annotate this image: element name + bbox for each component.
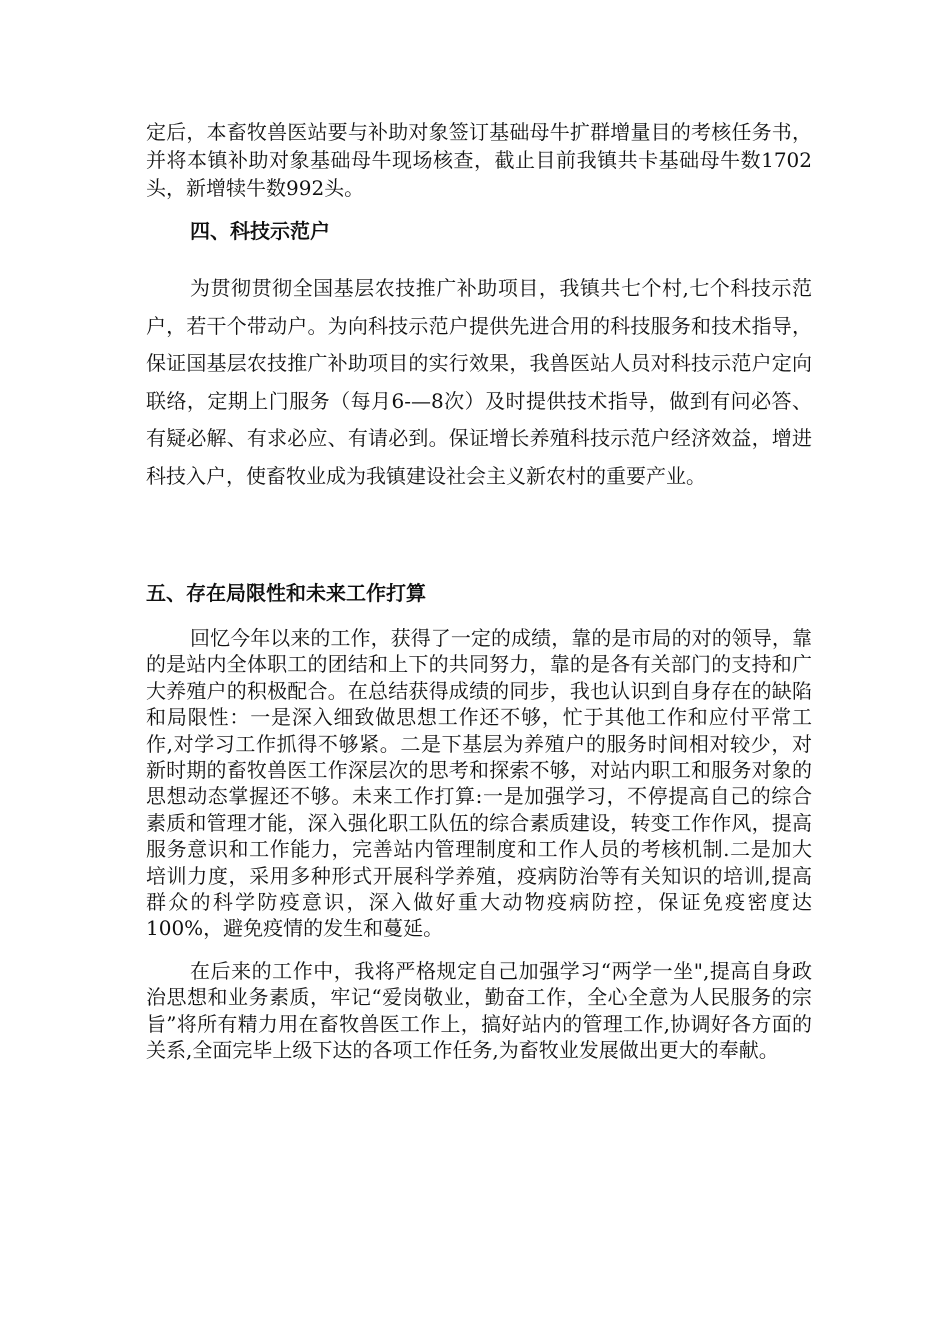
future-work-paragraph: 在后来的工作中，我将严格规定自己加强学习“两学一坐",提高自身政治思想和业务素质，牢记“爱岗敬业，勤奋工作，全心全意为人民服务的宗旨”将所有精力用在畜牧兽医工作上，搞好站内的管理工作,协调好各方面的关系,全面完毕上级下达的各项工作任务,为畜牧业发展做出更大的奉献。 xyxy=(146,959,812,1063)
intro-paragraph: 定后，本畜牧兽医站要与补助对象签订基础母牛扩群增量目的考核任务书，并将本镇补助对象基础母牛现场核查，截止目前我镇共卡基础母牛数1702头，新增犊牛数992头。 xyxy=(146,120,812,200)
limitations-plans-paragraph: 回忆今年以来的工作，获得了一定的成绩，靠的是市局的对的领导，靠的是站内全体职工的团结和上下的共同努力，靠的是各有关部门的支持和广大养殖户的积极配合。在总结获得成绩的同步，我也认识到自身存在的缺陷和局限性：一是深入细致做思想工作还不够，忙于其他工作和应付平常工作,对学习工作抓得不够紧。二是下基层为养殖户的服务时间相对较少，对新时期的畜牧兽医工作深层次的思考和探索不够，对站内职工和服务对象的思想动态掌握还不够。未来工作打算:一是加强学习，不停提高自己的综合素质和管理才能，深入强化职工队伍的综合素质建设，转变工作作风，提高服务意识和工作能力，完善站内管理制度和工作人员的考核机制.二是加大培训力度，采用多种形式开展科学养殖，疫病防治等有关知识的培训,提高群众的科学防疫意识，深入做好重大动物疫病防控，保证免疫密度达100%，避免疫情的发生和蔓延。 xyxy=(146,626,812,941)
section-heading-limitations-plans: 五、存在局限性和未来工作打算 xyxy=(146,581,426,605)
demonstration-households-paragraph: 为贯彻贯彻全国基层农技推广补助项目，我镇共七个村,七个科技示范户，若干个带动户。为向科技示范户提供先进合用的科技服务和技术指导，保证国基层农技推广补助项目的实行效果，我兽医站人员对科技示范户定向联络，定期上门服务（每月6-—8次）及时提供技术指导，做到有问必答、有疑必解、有求必应、有请必到。保证增长养殖科技示范户经济效益，增进科技入户，使畜牧业成为我镇建设社会主义新农村的重要产业。 xyxy=(146,276,812,488)
section-heading-demonstration-households: 四、科技示范户 xyxy=(190,219,330,243)
